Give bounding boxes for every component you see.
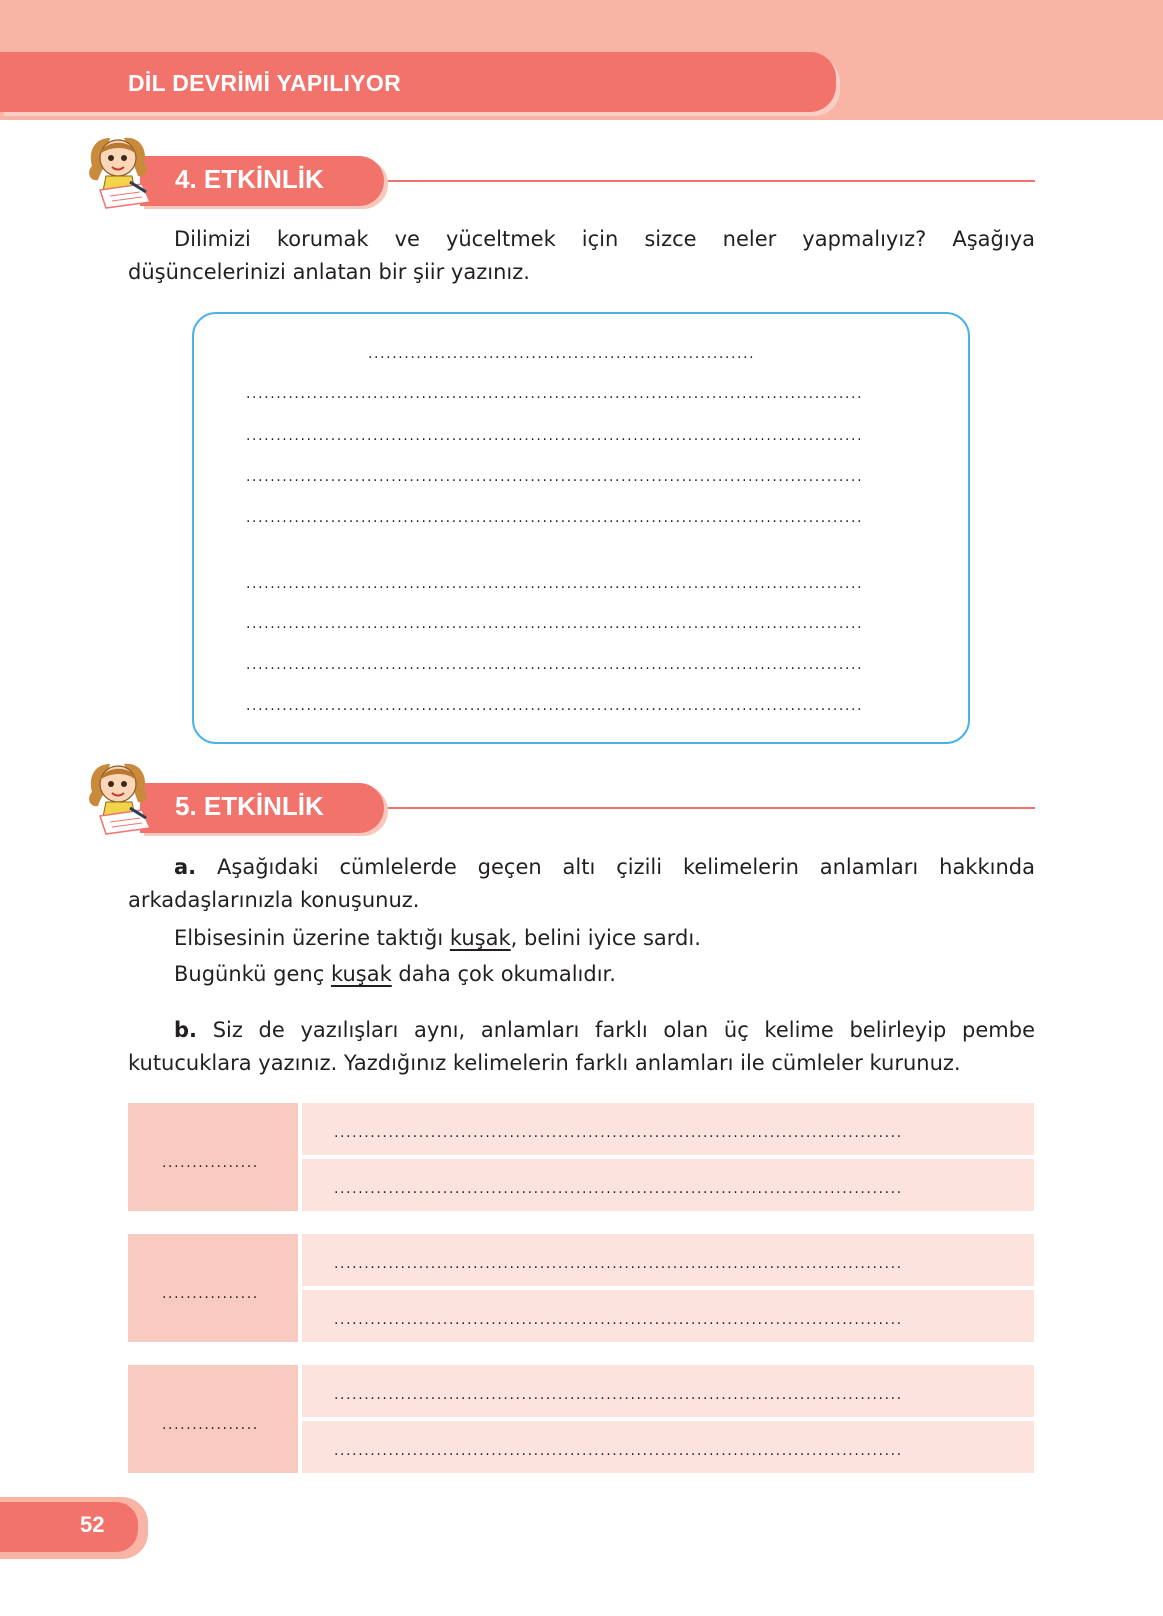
poem-line[interactable]: ...................................................................................................... [246,510,864,526]
word-box[interactable] [128,1234,298,1342]
sentence-line[interactable]: .............................................................................................. [334,1181,903,1197]
poem-line[interactable]: ...................................................................................................... [246,576,864,592]
sentence-row[interactable] [302,1159,1034,1211]
sentence-line[interactable]: .............................................................................................. [334,1443,903,1459]
sentence-1-before: Elbisesinin üzerine taktığı [174,926,450,950]
part-b-text: Siz de yazılışları aynı, anlamları farklı olan üç kelime belirleyip pembe kutucuklara yazınız. Yazdığınız kelimelerin farklı anlamları ile cümleler kurunuz. [128,1018,1035,1075]
example-sentence-2 [174,958,616,991]
poem-line[interactable]: ...................................................................................................... [246,657,864,673]
sentence-row[interactable] [302,1234,1034,1286]
activity-5-title: 5. ETKİNLİK [175,791,324,821]
underlined-word: kuşak [330,962,392,986]
poem-writing-box[interactable] [192,312,970,744]
page-number-tab-inner [0,1502,138,1552]
sentence-row[interactable] [302,1103,1034,1155]
part-b-label: b. [174,1018,198,1042]
word-line[interactable]: ................ [162,1286,259,1302]
sentence-row[interactable] [302,1365,1034,1417]
underlined-word: kuşak [449,926,511,950]
word-line[interactable]: ................ [162,1417,259,1433]
sentence-line[interactable]: .............................................................................................. [334,1256,903,1272]
word-box[interactable] [128,1365,298,1473]
chapter-header-bar [0,52,836,112]
word-line[interactable]: ................ [162,1155,259,1171]
part-b-instruction [128,1014,1035,1080]
example-sentence-1 [174,922,701,955]
poem-line[interactable]: ...................................................................................................... [246,469,864,485]
sentence-2-after: daha çok okumalıdır. [391,962,616,986]
girl-writing-icon [80,132,172,210]
chapter-title: DİL DEVRİMİ YAPILIYOR [128,70,401,96]
sentence-line[interactable]: .............................................................................................. [334,1387,903,1403]
sentence-line[interactable]: .............................................................................................. [334,1125,903,1141]
activity-4-title: 4. ETKİNLİK [175,164,324,194]
sentence-1-after: , belini iyice sardı. [510,926,701,950]
part-a-instruction [128,851,1035,917]
sentence-row[interactable] [302,1421,1034,1473]
poem-line[interactable]: ...................................................................................................... [246,616,864,632]
sentence-2-before: Bugünkü genç [174,962,331,986]
activity-4-rule [378,180,1035,182]
page-number: 52 [80,1512,105,1537]
part-a-label: a. [174,855,197,879]
girl-writing-icon [80,758,172,836]
poem-line[interactable]: ...................................................................................................... [246,428,864,444]
activity-4-instruction: Dilimizi korumak ve yüceltmek için sizce neler yapmalıyız? Aşağıya düşüncelerinizi anlatan bir şiir yazınız. [128,227,1035,284]
sentence-line[interactable]: .............................................................................................. [334,1312,903,1328]
sentence-row[interactable] [302,1290,1034,1342]
part-a-text: Aşağıdaki cümlelerde geçen altı çizili kelimelerin anlamları hakkında arkadaşlarınızla konuşunuz. [128,855,1035,912]
activity-5-rule [378,807,1035,809]
poem-line[interactable]: ...................................................................................................... [246,698,864,714]
poem-line[interactable]: ...................................................................................................... [246,386,864,402]
poem-title-line[interactable]: ................................................................ [368,346,756,362]
word-box[interactable] [128,1103,298,1211]
